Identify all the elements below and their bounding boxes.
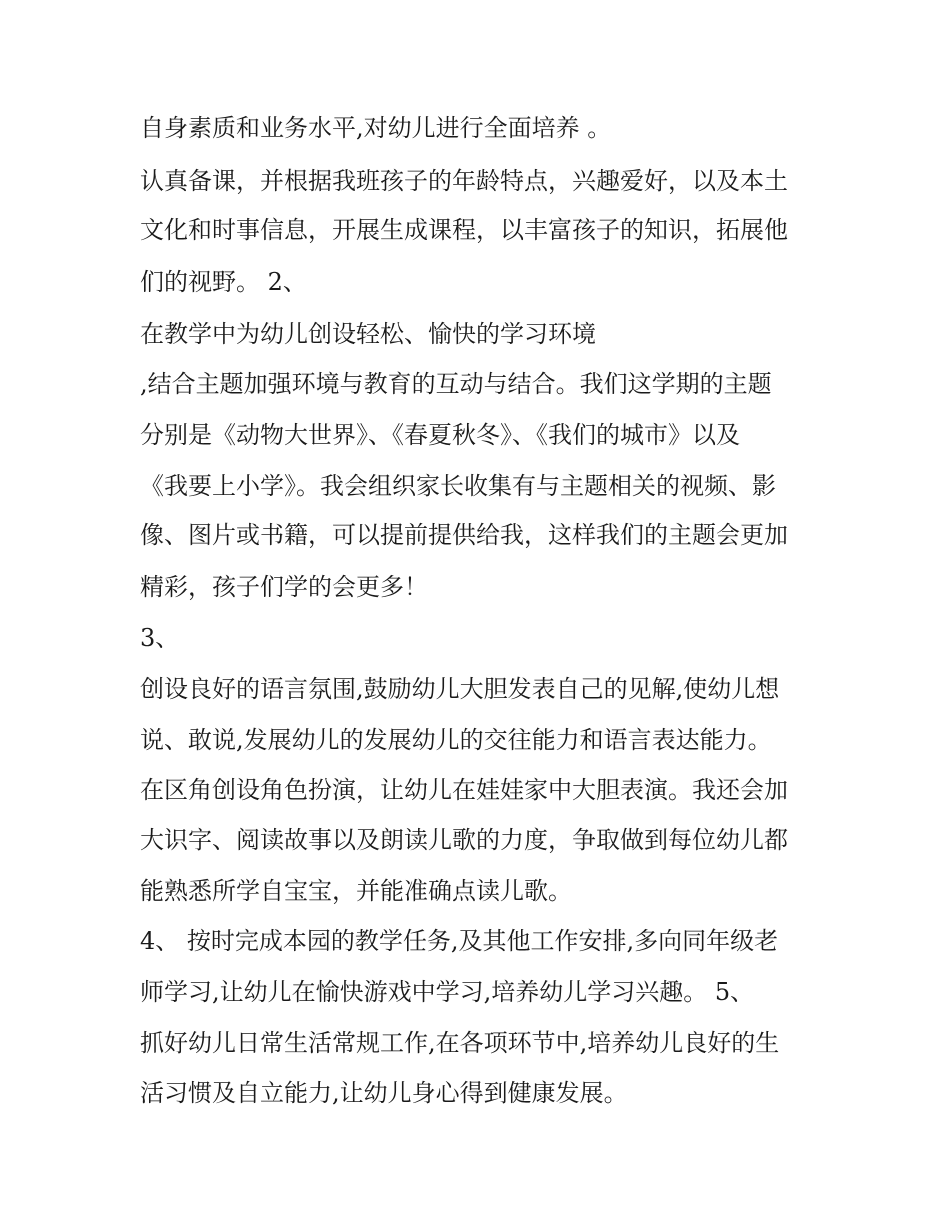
text-line: 在区角创设角色扮演，让幼儿在娃娃家中大胆表演。我还会加 [140,776,788,804]
text-line: 大识字、阅读故事以及朗读儿歌的力度，争取做到每位幼儿都 [140,826,788,854]
text-line: 精彩，孩子们学的会更多！ [140,573,428,601]
text-line: 自身素质和业务水平,对幼儿进行全面培养 。 [140,114,612,142]
text-line: 4、 按时完成本园的教学任务,及其他工作安排,多向同年级老 [140,927,779,955]
text-line: 像、图片或书籍，可以提前提供给我，这样我们的主题会更加 [140,521,788,549]
text-line: 抓好幼儿日常生活常规工作,在各项环节中,培养幼儿良好的生 [140,1029,780,1057]
text-line: 说、敢说,发展幼儿的发展幼儿的交往能力和语言表达能力。 [140,726,772,754]
text-line: 文化和时事信息，开展生成课程，以丰富孩子的知识，拓展他 [140,216,788,244]
text-line: 创设良好的语言氛围,鼓励幼儿大胆发表自己的见解,使幼儿想 [140,675,780,703]
text-line: 在教学中为幼儿创设轻松、愉快的学习环境 [140,320,596,348]
text-line: 活习惯及自立能力,让幼儿身心得到健康发展。 [140,1079,628,1107]
text-line: 们的视野。 2、 [140,268,307,296]
text-line: 分别是《动物大世界》、《春夏秋冬》、《我们的城市》以及 [140,421,740,449]
text-line: ,结合主题加强环境与教育的互动与结合。我们这学期的主题 [140,370,772,398]
text-line: 《我要上小学》。我会组织家长收集有与主题相关的视频、影 [140,472,776,500]
text-line: 能熟悉所学自宝宝，并能准确点读儿歌。 [140,877,572,905]
text-line: 认真备课，并根据我班孩子的年龄特点，兴趣爱好，以及本土 [140,167,788,195]
text-line: 3、 [140,624,180,652]
text-line: 师学习,让幼儿在愉快游戏中学习,培养幼儿学习兴趣。 5、 [140,978,755,1006]
